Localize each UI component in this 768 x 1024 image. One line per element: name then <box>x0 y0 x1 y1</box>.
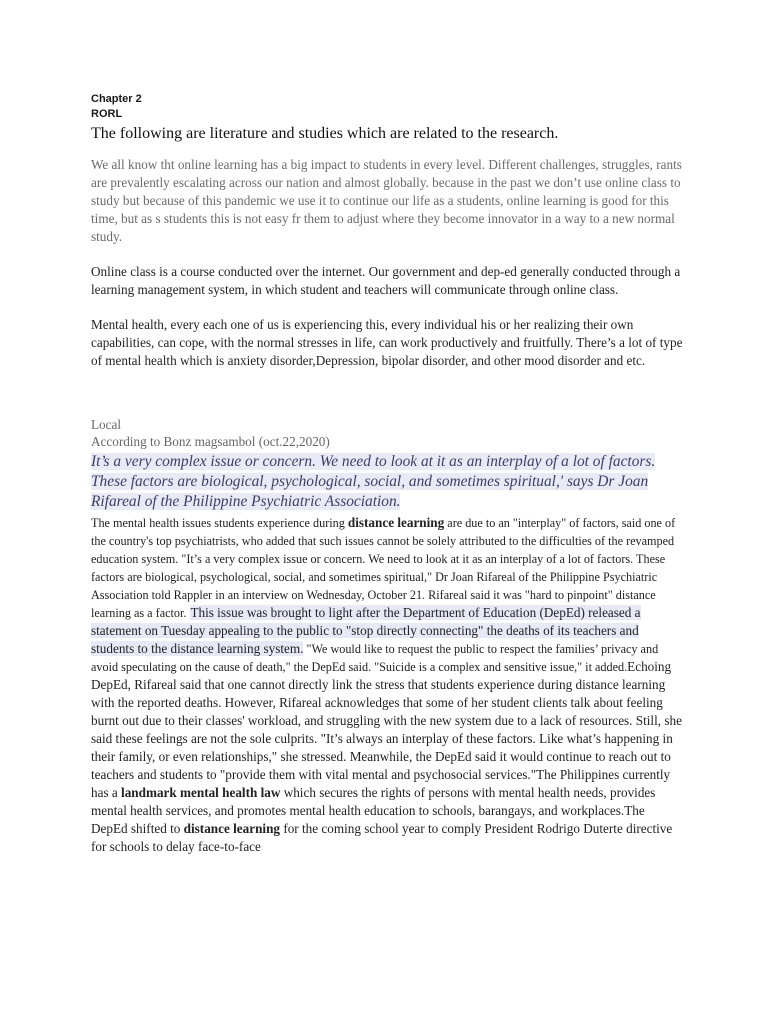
online-class-paragraph: Online class is a course conducted over the internet. Our government and dep-ed generally conducted through a learning management system, in which student and teachers will communicate through online class. <box>91 264 681 297</box>
article-text: "We would like to request the public to respect the families’ privacy and avoid speculating on the cause of death," the DepEd said. "Suicide is a complex and sensitive issue," it added. <box>91 642 659 674</box>
article-text: Echoing DepEd, Rifareal said that one cannot directly link the stress that students experience during distance learning with the reported deaths. However, Rifareal acknowledges that some of her student clients talk about feeling burnt out due to their classes' workload, and struggling with the new system due to a lack of resources. Still, she said these feelings are not the sole culprits. "It’s always an interplay of these factors. Like what’s happening in their family, or even relationships," she stressed. Meanwhile, the DepEd said it would continue to reach out to teachers and students to "provide them with vital mental and psychosocial services."The Philippines currently has a <box>91 659 682 800</box>
according-line: According to Bonz magsambol (oct.22,2020) <box>91 434 330 449</box>
local-section <box>91 416 683 856</box>
article-highlight: This issue was brought to light after the Department of Education (DepEd) released a statement on Tuesday appealing to the public to "stop directly connecting" the deaths of its teachers and students to the distance learning system. <box>91 605 641 656</box>
article-bold: distance learning <box>183 821 281 836</box>
intro-paragraph: We all know tht online learning has a big impact to students in every level. Different challenges, struggles, rants are prevalently escalating across our nation and almost globally. because in the past we don’t use online class to study but because of this pandemic we use it to continue our life as a students, online learning is good for this time, but as s students this is not easy fr them to adjust where they become innovator in a way to a new normal study. <box>91 157 682 244</box>
article-body <box>91 514 683 856</box>
article-text: for the coming school year to comply President Rodrigo Duterte directive for schools to delay face-to-face <box>91 821 673 854</box>
article-bold: landmark mental health law <box>121 785 281 800</box>
article-bold: distance learning <box>347 515 445 530</box>
page-heading: The following are literature and studies which are related to the research. <box>91 125 559 142</box>
mental-health-paragraph: Mental health, every each one of us is experiencing this, every individual his or her realizing their own capabilities, can cope, with the normal stresses in life, can work productively and fruitfully. There’s a lot of type of mental health which is anxiety disorder,Depression, bipolar disorder, and other mood disorder and etc. <box>91 317 683 368</box>
article-text: which secures the rights of persons with mental health needs, provides mental health services, and promotes mental health education to schools, barangays, and workplaces.The DepEd shifted to <box>91 785 656 836</box>
pull-quote-text: It’s a very complex issue or concern. We need to look at it as an interplay of a lot of factors. These factors are biological, psychological, social, and sometimes spiritual,' says Dr Joan Rifareal of the Philippine Psychiatric Association. <box>91 453 656 510</box>
document-page <box>91 92 683 856</box>
article-text: The mental health issues students experience during <box>91 516 348 530</box>
pull-quote <box>91 452 683 512</box>
section-label: RORL <box>91 108 123 120</box>
local-label: Local <box>91 417 122 432</box>
chapter-label: Chapter 2 <box>91 93 142 105</box>
article-text: are due to an "interplay" of factors, said one of the country's top psychiatrists, who added that such issues cannot be solely attributed to the difficulties of the revamped education system. "It’s a very complex issue or concern. We need to look at it as an interplay of a lot of factors. These factors are biological, psychological, social, and sometimes spiritual," Dr Joan Rifareal of the Philippine Psychiatric Association told Rappler in an interview on Wednesday, October 21. Rifareal said it was "hard to pinpoint" distance learning as a factor. <box>91 516 676 620</box>
